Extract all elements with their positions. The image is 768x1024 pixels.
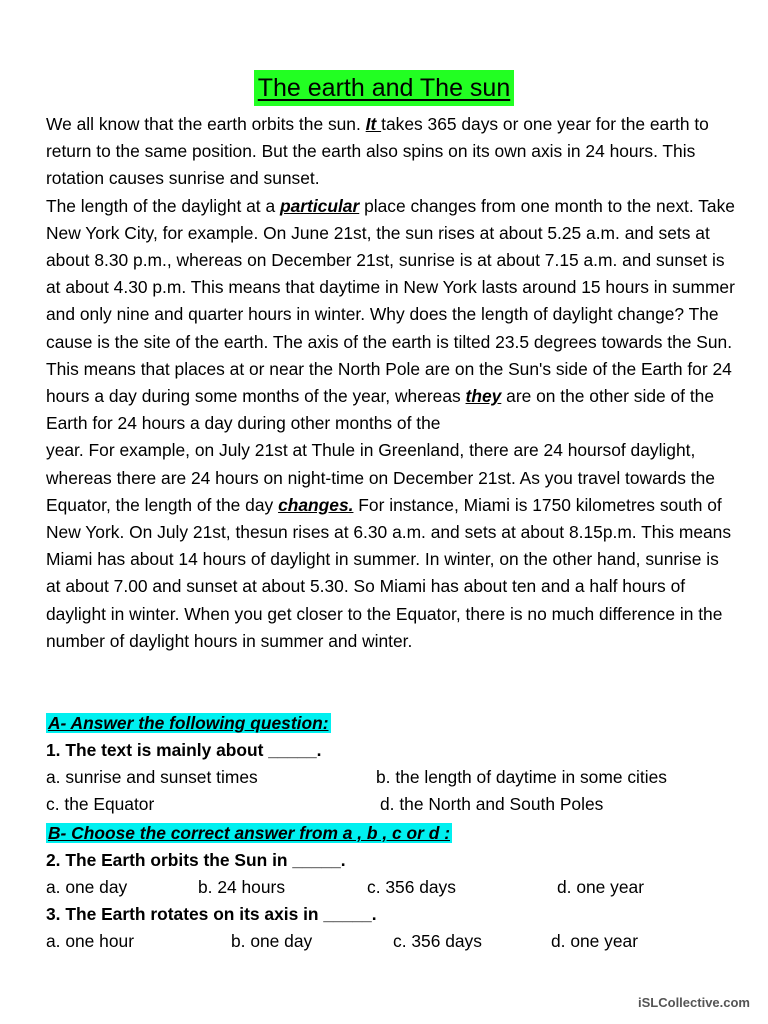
question-2: 2. The Earth orbits the Sun in _____. [46,850,346,870]
q2-option-c[interactable]: c. 356 days [367,877,456,897]
paragraph-1 [46,111,736,193]
q2-option-a[interactable]: a. one day [46,877,128,897]
p2-text-b: place changes from one month to the next. Take New York City, for example. On June 21st, the sun rises at about 5.25 a.m. and sets at about 8.30 p.m., whereas on December 21st, sunrise is at about 7.15 a.m. and sunset is at about 4.30 p.m. This means that daytime in New York lasts around 15 hours in summer and only nine and quarter hours in winter. Why does the length of daylight change? The cause is the site of the earth. The axis of the earth is tilted 23.5 degrees towards the Sun. This means that places at or near the North Pole are on the Sun's side of the Earth for 24 hours a day during some months of the year, whereas [46,195,735,407]
q3-option-b[interactable]: b. one day [231,931,313,951]
q1-option-b[interactable]: b. the length of daytime in some cities [376,767,667,787]
q1-option-d[interactable]: d. the North and South Poles [380,794,604,814]
paragraph-3 [46,437,736,655]
q1-options-row-1 [46,764,736,791]
q1-option-c[interactable]: c. the Equator [46,794,155,814]
p2-text-c: are on the other side of the Earth for 24 hours a day during other months of the [46,386,715,434]
q2-option-b[interactable]: b. 24 hours [198,877,286,897]
paragraph-2 [46,193,736,438]
section-a-heading-row [46,710,736,737]
q2-option-d[interactable]: d. one year [557,877,645,897]
p2-emphasis-2: they [465,386,502,407]
p2-text-a: The length of the daylight at a [46,195,280,216]
q1-options-row-2 [46,791,736,818]
q1-option-a[interactable]: a. sunrise and sunset times [46,767,258,787]
q3-option-c[interactable]: c. 356 days [393,931,482,951]
reading-passage [46,111,736,655]
watermark-footer: iSLCollective.com [638,995,750,1010]
question-3: 3. The Earth rotates on its axis in _____. [46,904,377,924]
q3-option-a[interactable]: a. one hour [46,931,134,951]
q3-option-d[interactable]: d. one year [551,931,639,951]
p1-emphasis: It [365,114,382,134]
p2-emphasis: particular [279,195,360,216]
p1-text-b: takes 365 days or one year for the earth to return to the same position. But the earth also spins on its own axis in 24 hours. This rotation causes sunrise and sunset. [46,114,709,189]
p1-text-a: We all know that the earth orbits the sun. [46,114,366,134]
q2-options-row [46,874,736,901]
section-a-heading: A- Answer the following question: [48,713,329,733]
section-b-heading: B- Choose the correct answer from a , b , c or d : [48,823,450,843]
title-wrap [0,70,768,106]
section-b [46,820,736,955]
section-a [46,710,736,818]
section-b-heading-row [46,820,736,847]
p3-text-b: For instance, Miami is 1750 kilometres south of New York. On July 21st, thesun rises at 6.30 a.m. and sets at about 8.15p.m. This means Miami has about 14 hours of daylight in summer. In winter, on the other hand, sunrise is at about 7.00 and sunset at about 5.30. So Miami has about ten and a half hours of daylight in winter. When you get closer to the Equator, there is no much difference in the number of daylight hours in summer and winter. [46,494,732,651]
q3-options-row [46,928,736,955]
p3-emphasis: changes. [278,494,354,515]
p3-text-a: year. For example, on July 21st at Thule in Greenland, there are 24 hoursof daylight, whereas there are 24 hours on night-time on December 21st. As you travel towards the Equator, the length of the day [46,440,715,515]
page-title: The earth and The sun [254,70,515,106]
question-1: 1. The text is mainly about _____. [46,740,322,760]
